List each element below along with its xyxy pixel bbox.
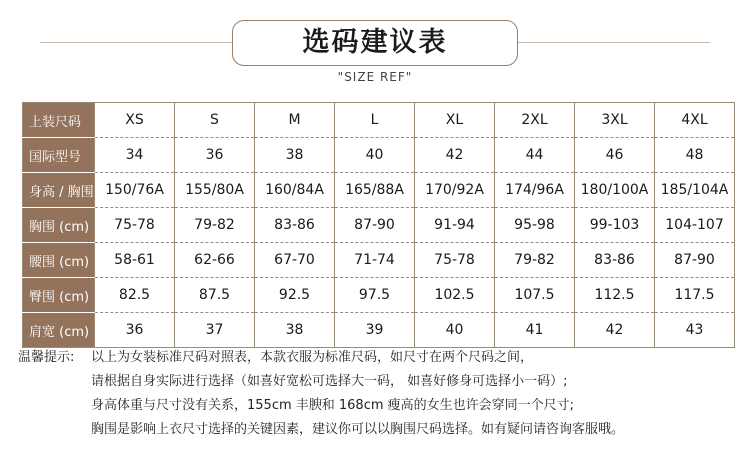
table-cell: 87-90 [655, 243, 735, 278]
table-cell: 42 [575, 313, 655, 348]
table-cell: 36 [95, 313, 175, 348]
page-subtitle: "SIZE REF" [337, 70, 413, 84]
table-cell: 38 [255, 138, 335, 173]
table-row [23, 313, 735, 348]
table-cell: 104-107 [655, 208, 735, 243]
table-cell: 43 [655, 313, 735, 348]
table-cell: 150/76A [95, 173, 175, 208]
table-cell: 174/96A [495, 173, 575, 208]
table-cell: 92.5 [255, 278, 335, 313]
table-cell: 160/84A [255, 173, 335, 208]
tip-line: 请根据自身实际进行选择（如喜好宽松可选择大一码， 如喜好修身可选择小一码）; [91, 374, 568, 389]
table-cell: 75-78 [95, 208, 175, 243]
column-header: 3XL [575, 103, 655, 138]
table-row [23, 208, 735, 243]
table-cell: 155/80A [175, 173, 255, 208]
table-cell: 42 [415, 138, 495, 173]
row-label: 腰围 (cm) [23, 243, 95, 278]
column-header: L [335, 103, 415, 138]
header-divider-left [40, 42, 232, 43]
table-cell: 83-86 [575, 243, 655, 278]
column-header: M [255, 103, 335, 138]
tip-line: 身高体重与尺寸没有关系，155cm 丰腴和 168cm 瘦高的女生也许会穿同一个尺寸; [91, 398, 575, 413]
table-cell: 83-86 [255, 208, 335, 243]
table-cell: 40 [415, 313, 495, 348]
table-cell: 79-82 [175, 208, 255, 243]
column-header: 2XL [495, 103, 575, 138]
table-cell: 37 [175, 313, 255, 348]
table-cell: 185/104A [655, 173, 735, 208]
column-header: 4XL [655, 103, 735, 138]
table-row [23, 278, 735, 313]
column-header: XS [95, 103, 175, 138]
table-cell: 170/92A [415, 173, 495, 208]
table-cell: 38 [255, 313, 335, 348]
table-cell: 75-78 [415, 243, 495, 278]
table-cell: 95-98 [495, 208, 575, 243]
table-cell: 58-61 [95, 243, 175, 278]
table-cell: 40 [335, 138, 415, 173]
table-cell: 44 [495, 138, 575, 173]
tip-line: 胸围是影响上衣尺寸选择的关键因素，建议你可以以胸围尺码选择。如有疑问请咨询客服哦。 [91, 422, 625, 437]
row-label: 臀围 (cm) [23, 278, 95, 313]
table-cell: 41 [495, 313, 575, 348]
table-cell: 67-70 [255, 243, 335, 278]
tip-line: 以上为女装标准尺码对照表，本款衣服为标准尺码，如尺寸在两个尺码之间， [91, 350, 534, 365]
table-cell: 165/88A [335, 173, 415, 208]
row-label: 身高 / 胸围 [23, 173, 95, 208]
size-table [22, 102, 735, 348]
row-label: 肩宽 (cm) [23, 313, 95, 348]
table-cell: 180/100A [575, 173, 655, 208]
table-cell: 36 [175, 138, 255, 173]
table-cell: 62-66 [175, 243, 255, 278]
table-cell: 117.5 [655, 278, 735, 313]
table-cell: 87-90 [335, 208, 415, 243]
table-header-label: 上装尺码 [23, 103, 95, 138]
table-cell: 91-94 [415, 208, 495, 243]
row-label: 胸围 (cm) [23, 208, 95, 243]
table-cell: 107.5 [495, 278, 575, 313]
table-cell: 34 [95, 138, 175, 173]
column-header: XL [415, 103, 495, 138]
header-divider-right [518, 42, 710, 43]
table-cell: 39 [335, 313, 415, 348]
table-cell: 102.5 [415, 278, 495, 313]
page-title: 选码建议表 [302, 27, 448, 58]
table-cell: 46 [575, 138, 655, 173]
table-cell: 79-82 [495, 243, 575, 278]
table-cell: 71-74 [335, 243, 415, 278]
header [0, 0, 750, 95]
column-header: S [175, 103, 255, 138]
table-row [23, 243, 735, 278]
table-cell: 82.5 [95, 278, 175, 313]
table-cell: 112.5 [575, 278, 655, 313]
table-cell: 48 [655, 138, 735, 173]
row-label: 国际型号 [23, 138, 95, 173]
table-cell: 99-103 [575, 208, 655, 243]
table-row [23, 138, 735, 173]
table-cell: 87.5 [175, 278, 255, 313]
table-header-row [23, 103, 735, 138]
table-row [23, 173, 735, 208]
table-cell: 97.5 [335, 278, 415, 313]
tips-label: 温馨提示: [18, 350, 75, 365]
